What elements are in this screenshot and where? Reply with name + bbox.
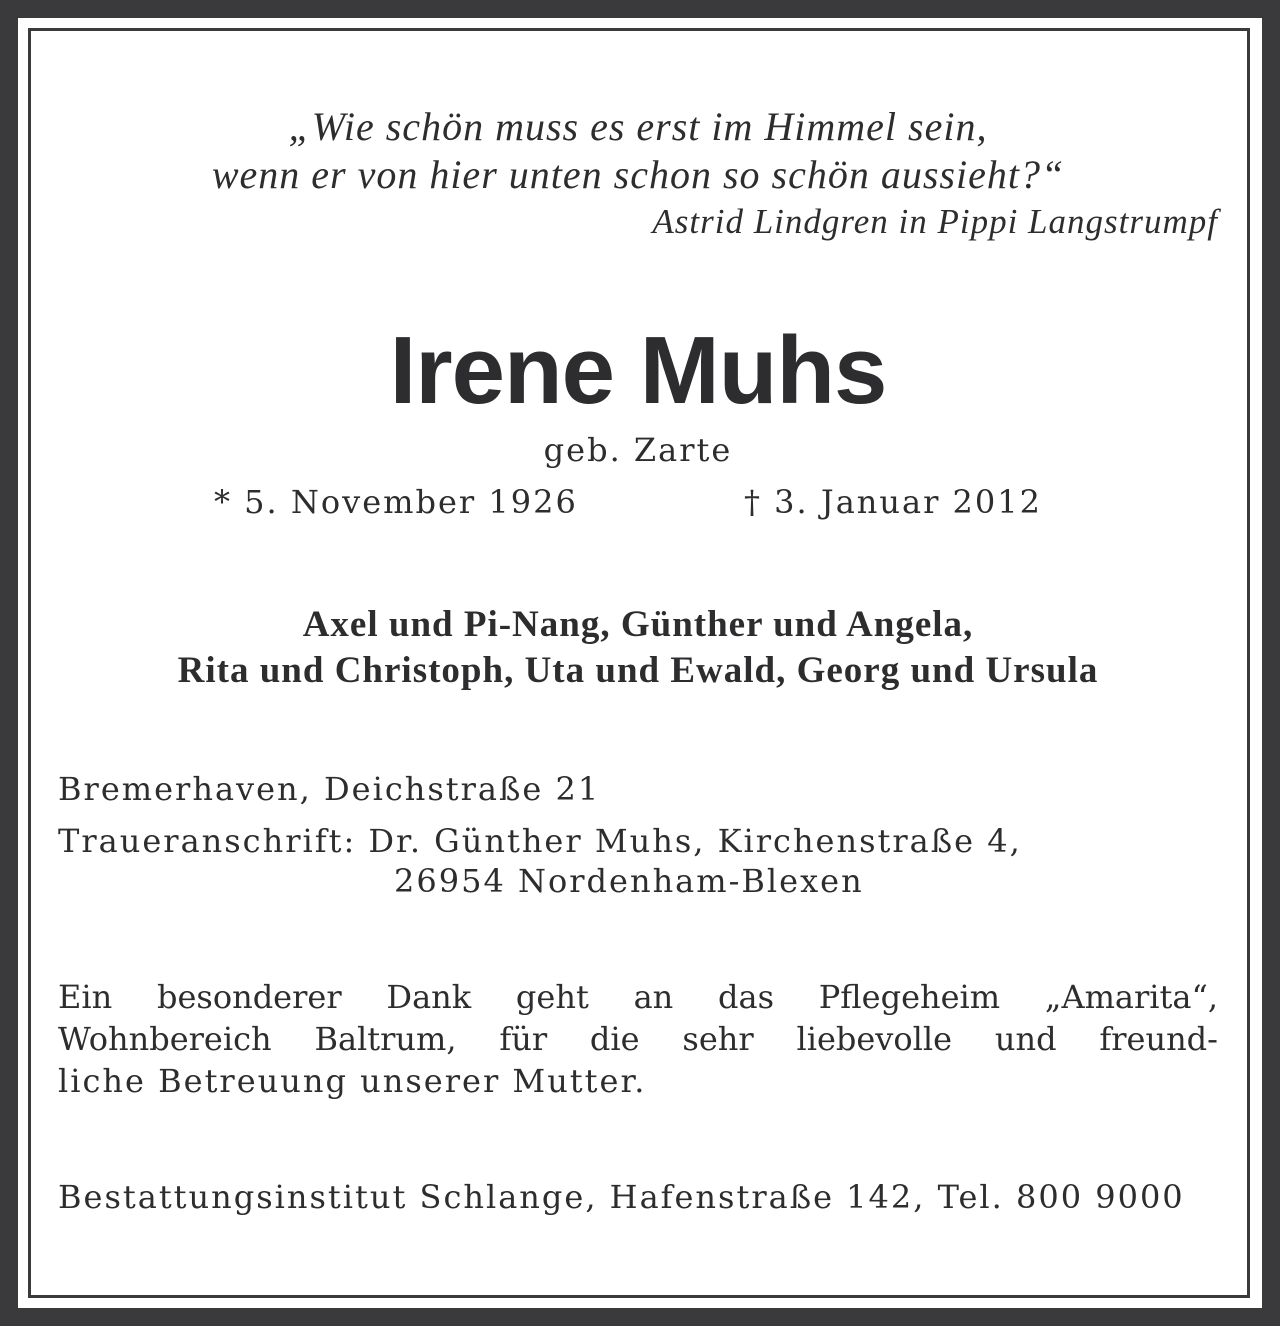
thanks-line-1 (58, 976, 1218, 1018)
word: „Amarita“, (1044, 978, 1218, 1016)
word: freund- (1099, 1020, 1218, 1058)
funeral-home-info: Bestattungsinstitut Schlange, Hafenstraße 142, Tel. 800 9000 (58, 1178, 1185, 1216)
word: liebevolle (796, 1020, 953, 1058)
word: und (994, 1020, 1057, 1058)
word: sehr (682, 1020, 754, 1058)
birth-name: geb. Zarte (543, 431, 733, 469)
family-line-2: Rita und Christoph, Uta und Ewald, Georg und Ursula (177, 650, 1099, 691)
word: Ein (58, 978, 113, 1016)
birth-date: * 5. November 1926 (214, 483, 578, 521)
mourning-address-line-1: Traueranschrift: Dr. Günther Muhs, Kirchenstraße 4, (58, 822, 1022, 860)
thanks-line-3: liche Betreuung unserer Mutter. (58, 1062, 647, 1100)
word: Pflegeheim (818, 978, 1001, 1016)
thanks-line-2 (58, 1018, 1218, 1060)
quote-line-1: „Wie schön muss es erst im Himmel sein, (288, 104, 988, 149)
quote-attribution: Astrid Lindgren in Pippi Langstrumpf (652, 202, 1218, 241)
word: für (499, 1020, 548, 1058)
death-date: † 3. Januar 2012 (744, 483, 1042, 521)
deceased-name: Irene Muhs (389, 317, 887, 424)
quote-line-2: wenn er von hier unten schon so schön aussieht?“ (211, 152, 1065, 197)
word: an (633, 978, 674, 1016)
residence-address: Bremerhaven, Deichstraße 21 (58, 770, 601, 808)
family-line-1: Axel und Pi-Nang, Günther und Angela, (302, 604, 974, 645)
mourning-address-line-2: 26954 Nordenham-Blexen (394, 862, 864, 900)
word: das (718, 978, 774, 1016)
word: Dank (386, 978, 472, 1016)
word: Baltrum, (314, 1020, 457, 1058)
word: besonderer (156, 978, 342, 1016)
word: geht (515, 978, 589, 1016)
word: die (589, 1020, 640, 1058)
word: Wohnbereich (58, 1020, 272, 1058)
